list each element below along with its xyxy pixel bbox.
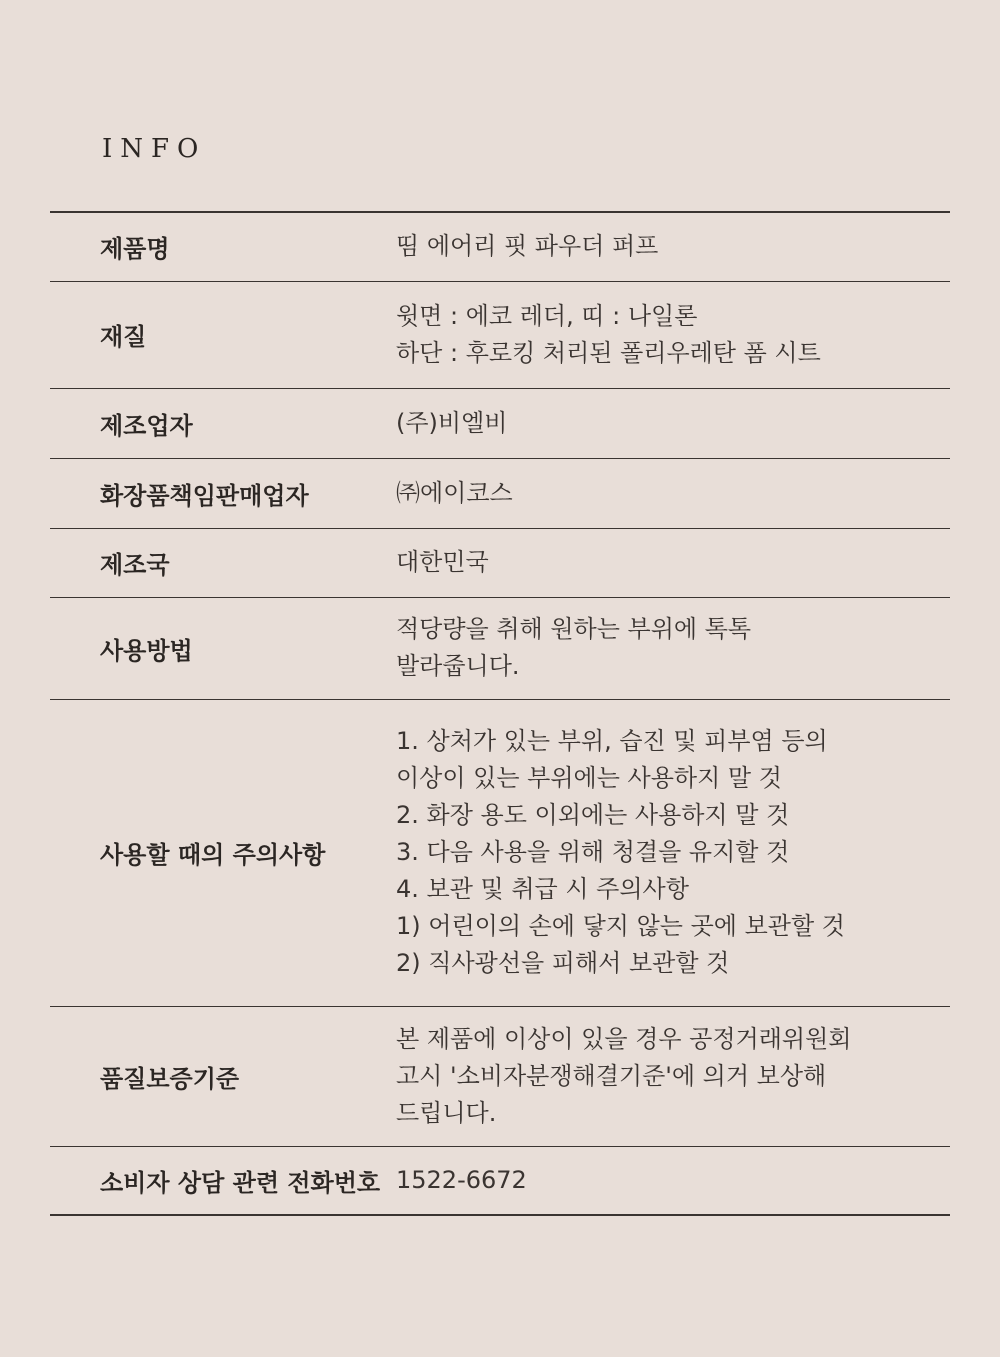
table-row — [50, 458, 950, 528]
value-line: 드립니다. — [396, 1098, 497, 1127]
value-line: 윗면 : 에코 레더, 띠 : 나일론 — [396, 301, 698, 330]
value-line: 발라줍니다. — [396, 652, 520, 680]
row-label: 제조업자 — [50, 388, 396, 458]
table-row — [50, 388, 950, 458]
section-title: INFO — [102, 134, 207, 164]
table-row — [50, 1146, 950, 1215]
value-line: 1522-6672 — [396, 1165, 527, 1194]
row-label: 재질 — [50, 281, 396, 388]
value-line: 1. 상처가 있는 부위, 습진 및 피부염 등의 — [396, 727, 828, 755]
table-row — [50, 281, 950, 388]
row-label: 사용방법 — [50, 597, 396, 699]
row-value — [396, 458, 950, 528]
value-line: 3. 다음 사용을 위해 청결을 유지할 것 — [396, 838, 790, 866]
value-line: 대한민국 — [396, 548, 489, 576]
row-value — [396, 212, 950, 281]
row-value — [396, 699, 950, 1006]
row-value — [396, 1006, 950, 1146]
value-line: 2. 화장 용도 이외에는 사용하지 말 것 — [396, 801, 790, 829]
row-value — [396, 597, 950, 699]
value-line: 하단 : 후로킹 처리된 폴리우레탄 폼 시트 — [396, 338, 821, 367]
row-value — [396, 281, 950, 388]
row-label: 소비자 상담 관련 전화번호 — [100, 1168, 381, 1197]
value-line: 띰 에어리 핏 파우더 퍼프 — [396, 232, 659, 261]
table-row — [50, 528, 950, 597]
row-value — [396, 388, 950, 458]
value-line: 본 제품에 이상이 있을 경우 공정거래위원회 — [396, 1024, 852, 1053]
row-label: 제품명 — [50, 212, 396, 281]
row-label: 품질보증기준 — [50, 1006, 396, 1146]
table-row — [50, 597, 950, 699]
row-label: 제조국 — [50, 528, 396, 597]
row-value — [396, 528, 950, 597]
value-line: 1) 어린이의 손에 닿지 않는 곳에 보관할 것 — [396, 912, 845, 940]
value-line: ㈜에이코스 — [396, 478, 513, 507]
value-line: 고시 '소비자분쟁해결기준'에 의거 보상해 — [396, 1061, 827, 1090]
value-line: (주)비엘비 — [396, 408, 508, 437]
table-row — [50, 1006, 950, 1146]
row-value — [396, 1146, 950, 1215]
info-table — [50, 211, 950, 1216]
row-label: 사용할 때의 주의사항 — [50, 699, 396, 1006]
value-line: 4. 보관 및 취급 시 주의사항 — [396, 875, 689, 903]
table-row — [50, 699, 950, 1006]
table-row — [50, 212, 950, 281]
row-label: 화장품책임판매업자 — [50, 458, 396, 528]
value-line: 이상이 있는 부위에는 사용하지 말 것 — [396, 764, 782, 792]
value-line: 2) 직사광선을 피해서 보관할 것 — [396, 949, 730, 977]
value-line: 적당량을 취해 원하는 부위에 톡톡 — [396, 615, 752, 643]
